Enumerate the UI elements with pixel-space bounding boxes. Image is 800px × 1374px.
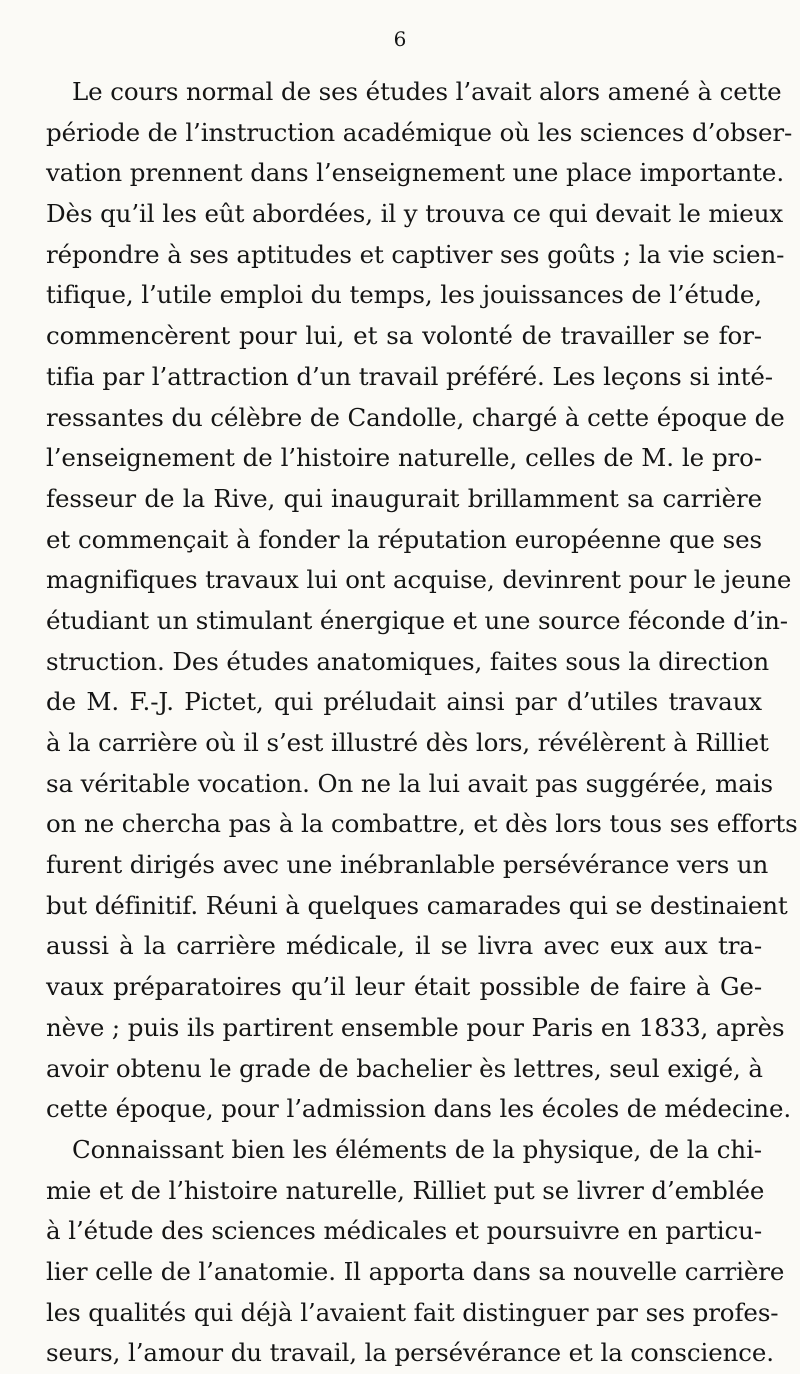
text-line: magnifiques travaux lui ont acquise, devinrent pour le jeune — [46, 565, 792, 595]
text-line: Connaissant bien les éléments de la physique, de la chi- — [72, 1134, 762, 1164]
body-text — [46, 72, 798, 1374]
text-line: Le cours normal de ses études l’avait alors amené à cette — [72, 77, 782, 106]
text-line: nève ; puis ils partirent ensemble pour Paris en 1833, après — [46, 1012, 785, 1042]
text-line: l’enseignement de l’histoire naturelle, celles de M. le pro- — [46, 443, 762, 473]
text-line: but définitif. Réuni à quelques camarades qui se destinaient — [46, 890, 788, 920]
text-line: avoir obtenu le grade de bachelier ès lettres, seul exigé, à — [46, 1053, 763, 1083]
text-line: on ne chercha pas à la combattre, et dès lors tous ses efforts — [46, 809, 798, 839]
text-line: commencèrent pour lui, et sa volonté de travailler se for- — [46, 321, 762, 351]
page-number: 6 — [393, 27, 407, 51]
paragraph-1 — [46, 72, 798, 1130]
text-line: ressantes du célèbre de Candolle, chargé à cette époque de — [46, 402, 785, 432]
paragraph-2 — [46, 1130, 785, 1374]
text-line: tifique, l’utile emploi du temps, les jouissances de l’étude, — [46, 280, 762, 310]
text-line: répondre à ses aptitudes et captiver ses goûts ; la vie scien- — [46, 239, 785, 269]
text-line: furent dirigés avec une inébranlable persévérance vers un — [46, 850, 769, 880]
text-line: à l’étude des sciences médicales et poursuivre en particu- — [46, 1216, 762, 1246]
text-line: période de l’instruction académique où les sciences d’obser- — [46, 117, 793, 147]
text-line: mie et de l’histoire naturelle, Rilliet put se livrer d’emblée — [46, 1175, 765, 1205]
text-line: les qualités qui déjà l’avaient fait distinguer par ses profes- — [46, 1297, 779, 1327]
text-line: à la carrière où il s’est illustré dès lors, révélèrent à Rilliet — [46, 728, 769, 757]
text-line: vaux préparatoires qu’il leur était possible de faire à Ge- — [46, 972, 762, 1002]
text-line: sa véritable vocation. On ne la lui avait pas suggérée, mais — [46, 768, 773, 798]
text-line: cette époque, pour l’admission dans les écoles de médecine. — [46, 1094, 792, 1124]
text-line: de M. F.-J. Pictet, qui préludait ainsi par d’utiles travaux — [46, 687, 762, 717]
text-line: vation prennent dans l’enseignement une place importante. — [46, 158, 785, 188]
text-line: et commençait à fonder la réputation européenne que ses — [46, 524, 762, 554]
text-line: Dès qu’il les eût abordées, il y trouva ce qui devait le mieux — [46, 199, 784, 229]
text-line: struction. Des études anatomiques, faites sous la direction — [46, 646, 770, 676]
text-line: aussi à la carrière médicale, il se livra avec eux aux tra- — [46, 931, 762, 961]
text-line: étudiant un stimulant énergique et une source féconde d’in- — [46, 605, 788, 635]
text-line: tifia par l’attraction d’un travail préféré. Les leçons si inté- — [46, 361, 773, 391]
text-line: seurs, l’amour du travail, la persévérance et la conscience. — [46, 1338, 774, 1368]
text-line: fesseur de la Rive, qui inaugurait brillamment sa carrière — [46, 483, 762, 513]
text-line: lier celle de l’anatomie. Il apporta dans sa nouvelle carrière — [46, 1256, 785, 1286]
